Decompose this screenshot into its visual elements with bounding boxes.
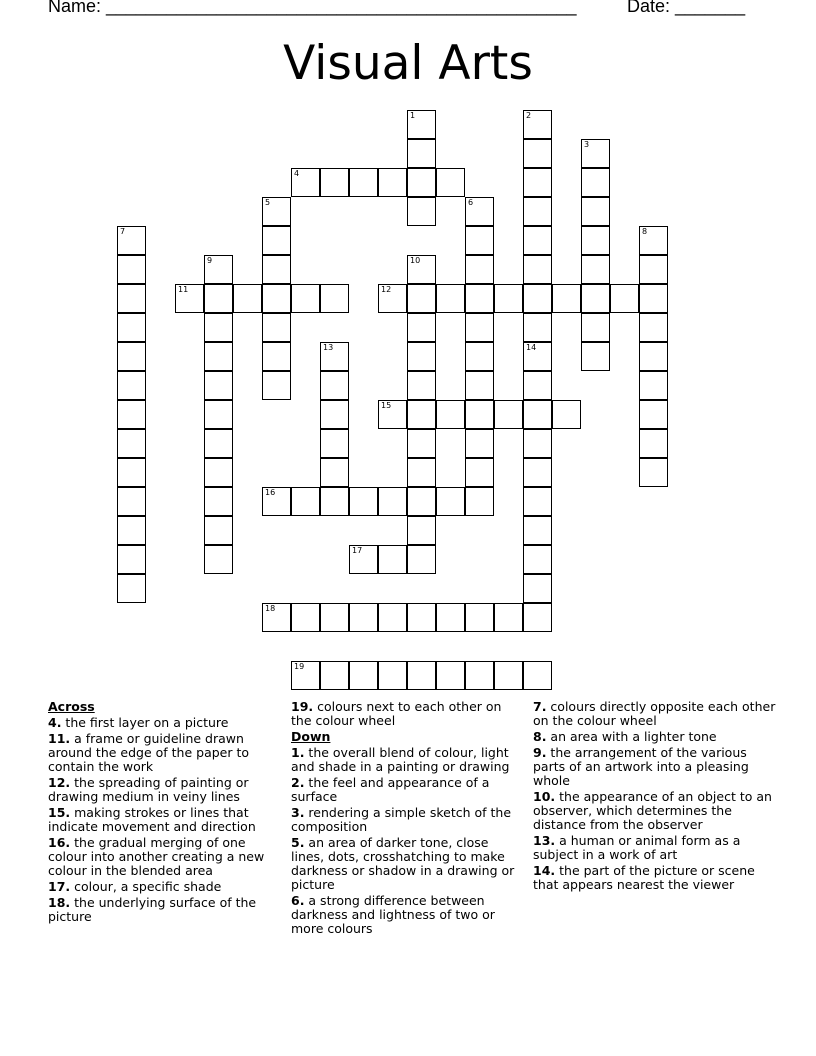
crossword-cell[interactable] xyxy=(407,516,436,545)
clues-section xyxy=(48,700,776,1040)
crossword-cell[interactable] xyxy=(320,487,349,516)
down-clue-8 xyxy=(533,730,776,744)
clue-text: the first layer on a picture xyxy=(61,715,229,730)
crossword-cell[interactable] xyxy=(407,197,436,226)
cell-number: 11 xyxy=(178,285,189,294)
crossword-cell[interactable] xyxy=(204,487,233,516)
across-clue-12 xyxy=(48,776,276,804)
crossword-cell[interactable] xyxy=(639,284,668,313)
crossword-cell[interactable] xyxy=(204,458,233,487)
crossword-cell[interactable] xyxy=(117,429,146,458)
clue-text: an area of darker tone, close lines, dots, crosshatching to make darkness or shadow in a drawing or picture xyxy=(291,835,515,892)
clue-text: the part of the picture or scene that appears nearest the viewer xyxy=(533,863,755,892)
clue-text: the overall blend of colour, light and shade in a painting or drawing xyxy=(291,745,510,774)
crossword-cell[interactable] xyxy=(349,603,378,632)
crossword-cell[interactable] xyxy=(117,342,146,371)
crossword-cell[interactable] xyxy=(407,429,436,458)
crossword-cell[interactable] xyxy=(378,487,407,516)
crossword-cell[interactable] xyxy=(117,400,146,429)
crossword-cell[interactable] xyxy=(407,371,436,400)
crossword-cell[interactable] xyxy=(320,284,349,313)
crossword-cell[interactable] xyxy=(117,255,146,284)
crossword-cell[interactable] xyxy=(349,168,378,197)
cell-number: 2 xyxy=(526,111,532,120)
crossword-cell[interactable] xyxy=(262,371,291,400)
crossword-cell[interactable] xyxy=(407,255,436,284)
crossword-cell[interactable] xyxy=(581,284,610,313)
crossword-cell[interactable] xyxy=(465,603,494,632)
clue-text: rendering a simple sketch of the composition xyxy=(291,805,512,834)
crossword-cell[interactable] xyxy=(262,197,291,226)
across-clue-18 xyxy=(48,896,276,924)
crossword-cell[interactable] xyxy=(494,603,523,632)
clue-number: 14. xyxy=(533,863,556,878)
crossword-cell[interactable] xyxy=(204,429,233,458)
crossword-cell[interactable] xyxy=(378,168,407,197)
crossword-cell[interactable] xyxy=(639,313,668,342)
crossword-cell[interactable] xyxy=(465,371,494,400)
crossword-cell[interactable] xyxy=(204,371,233,400)
crossword-cell[interactable] xyxy=(465,458,494,487)
crossword-cell[interactable] xyxy=(378,661,407,690)
clue-number: 7. xyxy=(533,699,547,714)
crossword-cell[interactable] xyxy=(581,226,610,255)
cell-number: 10 xyxy=(410,256,421,265)
crossword-cell[interactable] xyxy=(349,487,378,516)
crossword-cell[interactable] xyxy=(639,371,668,400)
crossword-cell[interactable] xyxy=(610,284,639,313)
crossword-cell[interactable] xyxy=(407,110,436,139)
across-clue-19 xyxy=(291,700,523,728)
crossword-cell[interactable] xyxy=(291,603,320,632)
crossword-cell[interactable] xyxy=(262,284,291,313)
clue-number: 9. xyxy=(533,745,547,760)
cell-number: 5 xyxy=(265,198,271,207)
clue-text: colour, a specific shade xyxy=(70,879,222,894)
clue-number: 5. xyxy=(291,835,305,850)
crossword-cell[interactable] xyxy=(204,313,233,342)
clue-text: colours next to each other on the colour wheel xyxy=(291,699,502,728)
crossword-cell[interactable] xyxy=(407,168,436,197)
crossword-cell[interactable] xyxy=(523,168,552,197)
crossword-cell[interactable] xyxy=(436,487,465,516)
crossword-cell[interactable] xyxy=(320,168,349,197)
crossword-cell[interactable] xyxy=(204,255,233,284)
clue-text: the underlying surface of the picture xyxy=(48,895,257,924)
across-clue-11 xyxy=(48,732,276,774)
crossword-cell[interactable] xyxy=(465,429,494,458)
crossword-cell[interactable] xyxy=(262,226,291,255)
crossword-cell[interactable] xyxy=(494,661,523,690)
crossword-cell[interactable] xyxy=(320,661,349,690)
cell-number: 13 xyxy=(323,343,334,352)
clue-text: a human or animal form as a subject in a work of art xyxy=(533,833,741,862)
crossword-cell[interactable] xyxy=(117,487,146,516)
crossword-cell[interactable] xyxy=(523,458,552,487)
clue-number: 13. xyxy=(533,833,556,848)
crossword-cell[interactable] xyxy=(291,168,320,197)
cell-number: 9 xyxy=(207,256,213,265)
crossword-cell[interactable] xyxy=(378,603,407,632)
clue-number: 18. xyxy=(48,895,71,910)
crossword-cell[interactable] xyxy=(204,545,233,574)
crossword-cell[interactable] xyxy=(349,661,378,690)
clue-number: 1. xyxy=(291,745,305,760)
crossword-cell[interactable] xyxy=(436,603,465,632)
clue-number: 11. xyxy=(48,731,71,746)
crossword-cell[interactable] xyxy=(320,458,349,487)
crossword-cell[interactable] xyxy=(407,661,436,690)
clue-text: the feel and appearance of a surface xyxy=(291,775,490,804)
clue-text: the gradual merging of one colour into another creating a new colour in the blended area xyxy=(48,835,265,878)
crossword-cell[interactable] xyxy=(581,313,610,342)
crossword-cell[interactable] xyxy=(117,226,146,255)
crossword-cell[interactable] xyxy=(407,342,436,371)
crossword-cell[interactable] xyxy=(117,313,146,342)
cell-number: 3 xyxy=(584,140,590,149)
crossword-cell[interactable] xyxy=(407,139,436,168)
clue-text: the arrangement of the various parts of an artwork into a pleasing whole xyxy=(533,745,749,788)
down-clue-13 xyxy=(533,834,776,862)
crossword-cell[interactable] xyxy=(465,197,494,226)
clue-text: the appearance of an object to an observer, which determines the distance from the observer xyxy=(533,789,772,832)
down-clue-14 xyxy=(533,864,776,892)
crossword-cell[interactable] xyxy=(262,255,291,284)
crossword-cell[interactable] xyxy=(407,603,436,632)
crossword-cell[interactable] xyxy=(291,487,320,516)
crossword-cell[interactable] xyxy=(407,487,436,516)
clue-text: the spreading of painting or drawing medium in veiny lines xyxy=(48,775,249,804)
crossword-cell[interactable] xyxy=(407,400,436,429)
cell-number: 6 xyxy=(468,198,474,207)
crossword-cell[interactable] xyxy=(523,545,552,574)
crossword-cell[interactable] xyxy=(639,400,668,429)
clue-number: 6. xyxy=(291,893,305,908)
crossword-cell[interactable] xyxy=(639,255,668,284)
down-clue-3 xyxy=(291,806,523,834)
clue-number: 16. xyxy=(48,835,71,850)
crossword-cell[interactable] xyxy=(523,313,552,342)
crossword-cell[interactable] xyxy=(581,197,610,226)
crossword-cell[interactable] xyxy=(378,284,407,313)
cell-number: 8 xyxy=(642,227,648,236)
crossword-cell[interactable] xyxy=(523,603,552,632)
clue-text: a strong difference between darkness and lightness of two or more colours xyxy=(291,893,495,936)
crossword-cell[interactable] xyxy=(262,487,291,516)
down-clue-6 xyxy=(291,894,523,936)
crossword-cell[interactable] xyxy=(407,284,436,313)
crossword-cell[interactable] xyxy=(523,255,552,284)
clue-text: a frame or guideline drawn around the edge of the paper to contain the work xyxy=(48,731,250,774)
clue-number: 2. xyxy=(291,775,305,790)
cell-number: 14 xyxy=(526,343,537,352)
crossword-cell[interactable] xyxy=(436,400,465,429)
crossword-cell[interactable] xyxy=(320,603,349,632)
crossword-cell[interactable] xyxy=(204,400,233,429)
crossword-cell[interactable] xyxy=(291,284,320,313)
crossword-cell[interactable] xyxy=(523,226,552,255)
down-clue-1 xyxy=(291,746,523,774)
name-field[interactable]: Name: _______________________________________________ xyxy=(48,0,577,16)
clues-column-2 xyxy=(291,700,523,938)
crossword-cell[interactable] xyxy=(320,342,349,371)
across-clue-4 xyxy=(48,716,276,730)
crossword-cell[interactable] xyxy=(639,226,668,255)
crossword-cell[interactable] xyxy=(407,458,436,487)
crossword-cell[interactable] xyxy=(291,661,320,690)
clue-number: 12. xyxy=(48,775,71,790)
crossword-cell[interactable] xyxy=(523,400,552,429)
crossword-cell[interactable] xyxy=(523,429,552,458)
clue-number: 3. xyxy=(291,805,305,820)
crossword-cell[interactable] xyxy=(523,487,552,516)
down-clue-5 xyxy=(291,836,523,892)
down-clue-7 xyxy=(533,700,776,728)
crossword-cell[interactable] xyxy=(407,545,436,574)
crossword-cell[interactable] xyxy=(465,255,494,284)
across-clue-15 xyxy=(48,806,276,834)
crossword-cell[interactable] xyxy=(117,516,146,545)
crossword-cell[interactable] xyxy=(175,284,204,313)
crossword-cell[interactable] xyxy=(523,371,552,400)
crossword-cell[interactable] xyxy=(639,342,668,371)
crossword-cell[interactable] xyxy=(523,661,552,690)
crossword-cell[interactable] xyxy=(581,139,610,168)
cell-number: 12 xyxy=(381,285,392,294)
crossword-cell[interactable] xyxy=(639,458,668,487)
clue-number: 4. xyxy=(48,715,62,730)
crossword-cell[interactable] xyxy=(436,284,465,313)
across-clue-17 xyxy=(48,880,276,894)
cell-number: 1 xyxy=(410,111,416,120)
crossword-cell[interactable] xyxy=(465,313,494,342)
crossword-cell[interactable] xyxy=(117,371,146,400)
across-clue-16 xyxy=(48,836,276,878)
down-clue-10 xyxy=(533,790,776,832)
crossword-cell[interactable] xyxy=(320,429,349,458)
crossword-cell[interactable] xyxy=(204,284,233,313)
crossword-cell[interactable] xyxy=(581,255,610,284)
crossword-cell[interactable] xyxy=(523,516,552,545)
date-field[interactable]: Date: _______ xyxy=(627,0,746,16)
clue-number: 8. xyxy=(533,729,547,744)
clue-number: 10. xyxy=(533,789,556,804)
crossword-cell[interactable] xyxy=(262,342,291,371)
page-title: Visual Arts xyxy=(283,36,533,91)
clues-column-1 xyxy=(48,700,276,926)
crossword-cell[interactable] xyxy=(262,603,291,632)
crossword-cell[interactable] xyxy=(523,284,552,313)
down-clue-9 xyxy=(533,746,776,788)
cell-number: 4 xyxy=(294,169,300,178)
crossword-cell[interactable] xyxy=(465,487,494,516)
down-heading: Down xyxy=(291,729,331,744)
crossword-cell[interactable] xyxy=(523,574,552,603)
crossword-cell[interactable] xyxy=(117,545,146,574)
crossword-cell[interactable] xyxy=(349,545,378,574)
crossword-cell[interactable] xyxy=(117,458,146,487)
clue-text: colours directly opposite each other on the colour wheel xyxy=(533,699,776,728)
crossword-cell[interactable] xyxy=(117,284,146,313)
crossword-cell[interactable] xyxy=(523,110,552,139)
cell-number: 18 xyxy=(265,604,276,613)
cell-number: 7 xyxy=(120,227,126,236)
clue-number: 17. xyxy=(48,879,71,894)
clue-number: 15. xyxy=(48,805,71,820)
crossword-cell[interactable] xyxy=(262,313,291,342)
cell-number: 17 xyxy=(352,546,363,555)
crossword-cell[interactable] xyxy=(320,400,349,429)
crossword-cell[interactable] xyxy=(378,545,407,574)
crossword-cell[interactable] xyxy=(581,342,610,371)
crossword-cell[interactable] xyxy=(320,371,349,400)
crossword-cell[interactable] xyxy=(378,400,407,429)
crossword-cell[interactable] xyxy=(204,516,233,545)
clue-text: making strokes or lines that indicate movement and direction xyxy=(48,805,256,834)
crossword-cell[interactable] xyxy=(639,429,668,458)
cell-number: 19 xyxy=(294,662,305,671)
crossword-cell[interactable] xyxy=(465,661,494,690)
crossword-cell[interactable] xyxy=(494,284,523,313)
crossword-cell[interactable] xyxy=(436,168,465,197)
crossword-cell[interactable] xyxy=(465,284,494,313)
crossword-cell[interactable] xyxy=(552,284,581,313)
crossword-cell[interactable] xyxy=(581,168,610,197)
clue-number: 19. xyxy=(291,699,314,714)
crossword-cell[interactable] xyxy=(233,284,262,313)
crossword-cell[interactable] xyxy=(523,342,552,371)
crossword-cell[interactable] xyxy=(117,574,146,603)
crossword-cell[interactable] xyxy=(436,661,465,690)
clue-text: an area with a lighter tone xyxy=(546,729,717,744)
clues-column-3 xyxy=(533,700,776,894)
crossword-cell[interactable] xyxy=(465,342,494,371)
crossword-cell[interactable] xyxy=(465,400,494,429)
cell-number: 16 xyxy=(265,488,276,497)
crossword-cell[interactable] xyxy=(523,197,552,226)
crossword-cell[interactable] xyxy=(204,342,233,371)
crossword-cell[interactable] xyxy=(465,226,494,255)
cell-number: 15 xyxy=(381,401,392,410)
across-heading: Across xyxy=(48,699,95,714)
crossword-cell[interactable] xyxy=(552,400,581,429)
crossword-cell[interactable] xyxy=(523,139,552,168)
crossword-cell[interactable] xyxy=(407,313,436,342)
crossword-cell[interactable] xyxy=(494,400,523,429)
down-clue-2 xyxy=(291,776,523,804)
